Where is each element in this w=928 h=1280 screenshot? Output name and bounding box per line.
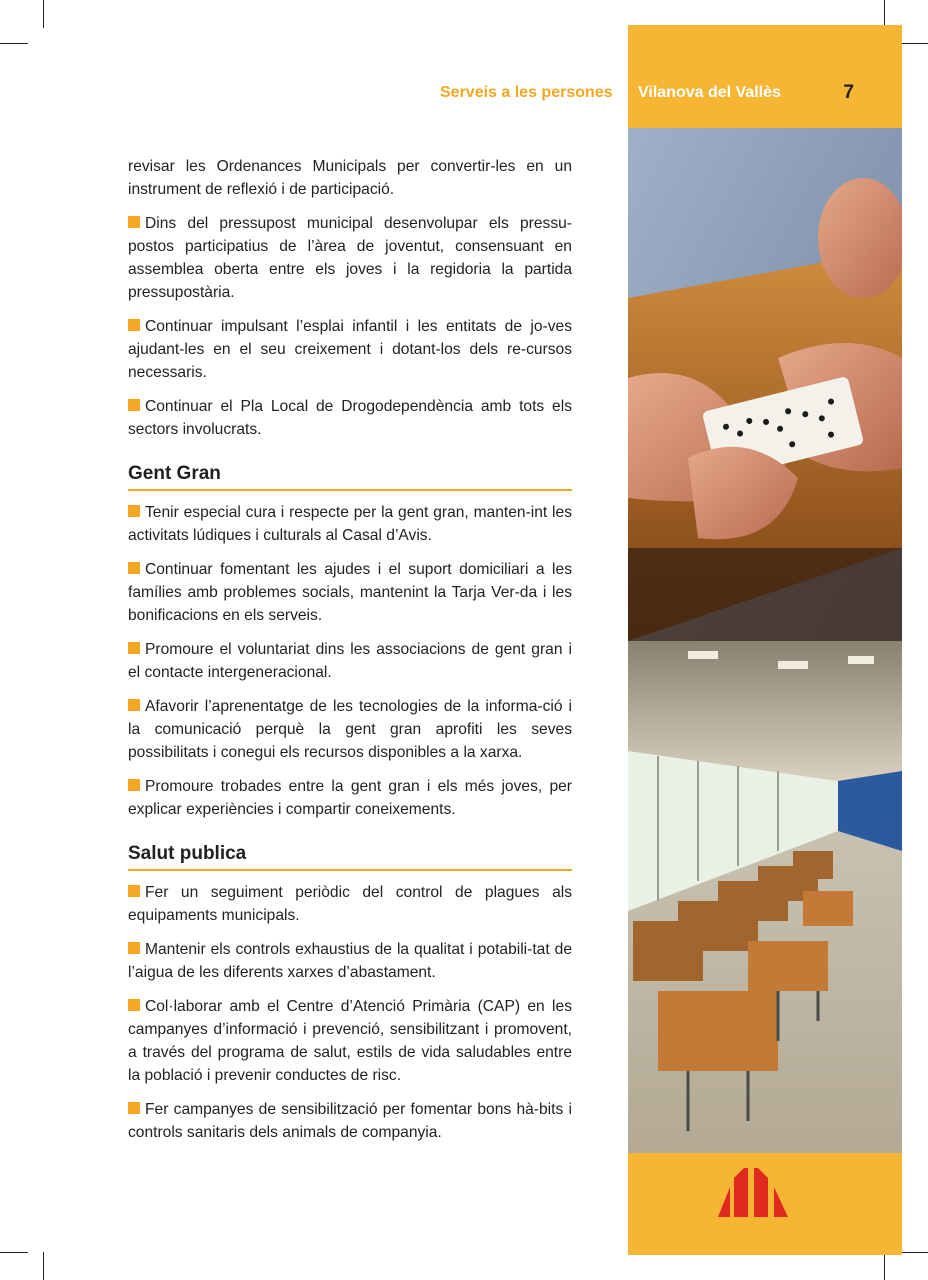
bullet-square-icon — [128, 319, 140, 331]
bullet-square-icon — [128, 505, 140, 517]
bullet-square-icon — [128, 1102, 140, 1114]
crop-mark — [43, 0, 44, 28]
list-item: Afavorir l’aprenentatge de les tecnologies de la informa-ció i la comunicació perquè la gent gran aprofiti les seves possibilitats i conegui els recursos disponibles a la xarxa. — [128, 698, 572, 761]
list-item: Fer campanyes de sensibilització per fomentar bons hà-bits i controls sanitaris dels animals de companyia. — [128, 1101, 572, 1141]
crop-mark — [884, 1252, 885, 1280]
list-item: Tenir especial cura i respecte per la gent gran, manten-int les activitats lúdiques i culturals al Casal d’Avis. — [128, 504, 572, 544]
page-number: 7 — [843, 82, 854, 103]
crop-mark — [884, 0, 885, 28]
section-heading-salut-publica: Salut publica — [128, 842, 572, 871]
town-name: Vilanova del Vallès — [638, 84, 781, 101]
bullet-square-icon — [128, 642, 140, 654]
crop-mark — [43, 1252, 44, 1280]
header-band — [628, 25, 902, 128]
main-text-column — [128, 155, 572, 1155]
waiting-room-photo — [628, 641, 902, 1153]
section-label: Serveis a les persones — [440, 84, 613, 101]
party-logo-icon — [716, 1162, 790, 1217]
list-item: Promoure trobades entre la gent gran i els més joves, per explicar experiències i compartir coneixements. — [128, 778, 572, 818]
list-item: Continuar fomentant les ajudes i el suport domiciliari a les famílies amb problemes socials, mantenint la Tarja Ver-da i les bonificacions en els serveis. — [128, 561, 572, 624]
crop-mark — [0, 1252, 28, 1253]
list-item: Continuar impulsant l’esplai infantil i les entitats de jo-ves ajudant-les en el seu creixement i dotant-los dels re-cursos necessaris. — [128, 318, 572, 381]
bullet-square-icon — [128, 999, 140, 1011]
intro-paragraph: revisar les Ordenances Municipals per convertir-les en un instrument de reflexió i de participació. — [128, 158, 572, 198]
list-item: Continuar el Pla Local de Drogodependència amb tots els sectors involucrats. — [128, 398, 572, 438]
bullet-square-icon — [128, 699, 140, 711]
bullet-square-icon — [128, 399, 140, 411]
list-item: Mantenir els controls exhaustius de la qualitat i potabili-tat de l’aigua de les diferents xarxes d’abastament. — [128, 941, 572, 981]
bullet-square-icon — [128, 562, 140, 574]
crop-mark — [900, 43, 928, 44]
bullet-square-icon — [128, 942, 140, 954]
crop-mark — [0, 43, 28, 44]
section-heading-gent-gran: Gent Gran — [128, 462, 572, 491]
list-item: Dins del pressupost municipal desenvolupar els pressu-postos participatius de l’àrea de joventut, consensuant en assemblea oberta entre els joves i la regidoria la partida pressupostària. — [128, 215, 572, 301]
bullet-square-icon — [128, 216, 140, 228]
bullet-square-icon — [128, 779, 140, 791]
list-item: Fer un seguiment periòdic del control de plagues als equipaments municipals. — [128, 884, 572, 924]
crop-mark — [900, 1252, 928, 1253]
side-column — [628, 25, 902, 1255]
bullet-square-icon — [128, 885, 140, 897]
list-item: Col·laborar amb el Centre d’Atenció Primària (CAP) en les campanyes d’informació i prevenció, sensibilitzant i promovent, a través del programa de salut, estils de vida saludables entre la població i prevenir conductes de risc. — [128, 998, 572, 1084]
list-item: Promoure el voluntariat dins les associacions de gent gran i el contacte intergeneracional. — [128, 641, 572, 681]
dominoes-photo — [628, 128, 902, 641]
